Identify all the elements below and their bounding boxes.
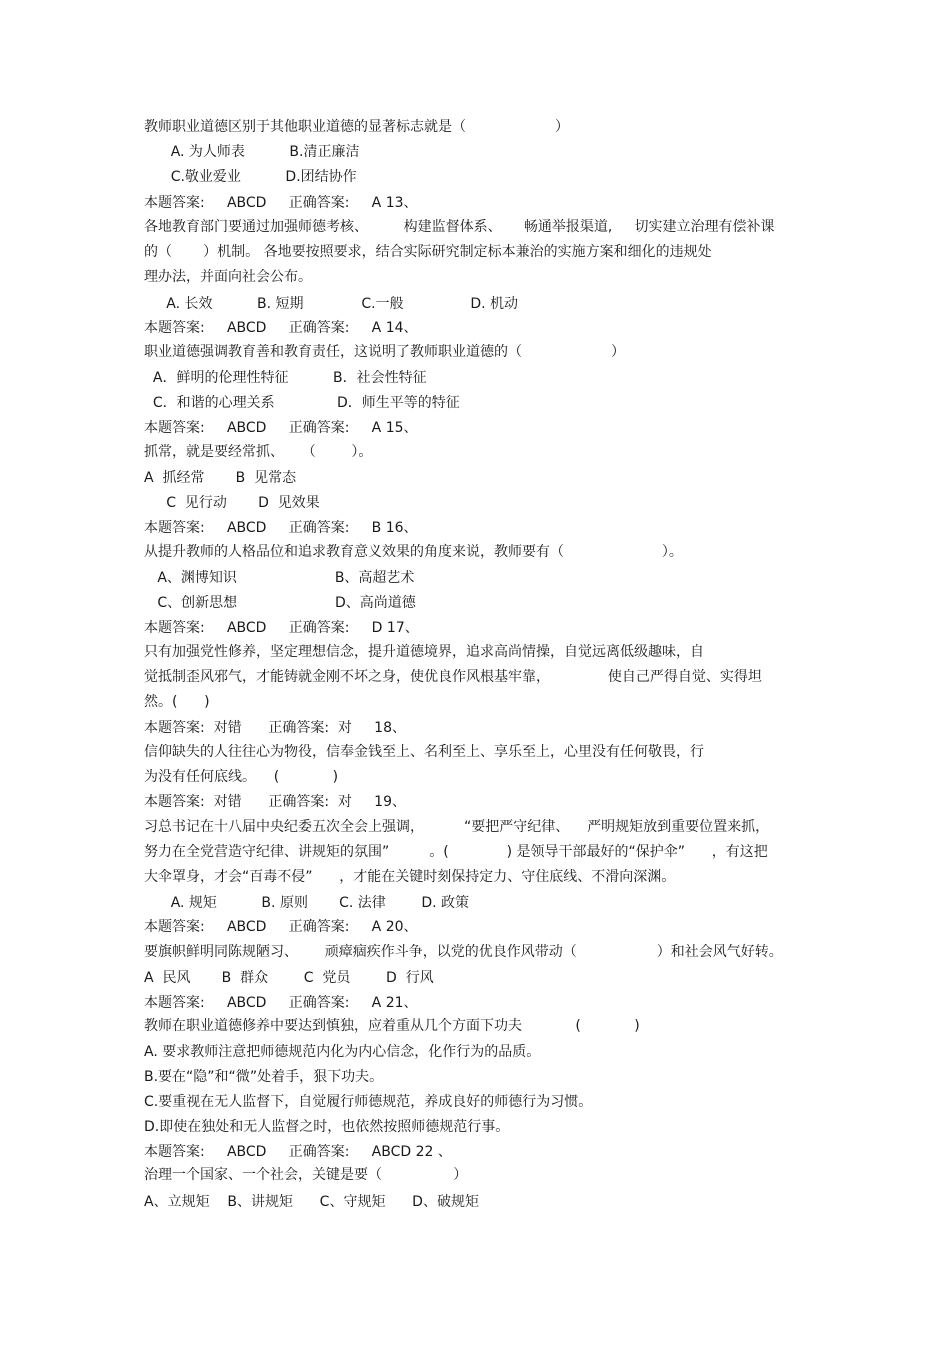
text-line: 的（ ）机制。 各地要按照要求，结合实际研究制定标本兼治的实施方案和细化的违规处 xyxy=(144,244,712,260)
text-line: 要旗帜鲜明同陈规陋习、 顽瘴痼疾作斗争，以党的优良作风带动（ ）和社会风气好转。 xyxy=(144,944,783,960)
text-line: A．鲜明的伦理性特征 B．社会性特征 xyxy=(144,370,427,386)
text-line: 治理一个国家、一个社会，关键是要（ ） xyxy=(144,1167,468,1183)
text-line: C、创新思想 D、高尚道德 xyxy=(144,595,416,611)
text-line: 抓常，就是要经常抓、 （ ）。 xyxy=(144,444,373,460)
text-line: A. 规矩 B. 原则 C. 法律 D. 政策 xyxy=(144,895,470,911)
text-line: 本题答案: ABCD 正确答案: ABCD 22 、 xyxy=(144,1144,452,1160)
text-line: 然。( ) xyxy=(144,694,210,710)
text-line: C．和谐的心理关系 D．师生平等的特征 xyxy=(144,395,460,411)
text-line: 从提升教师的人格品位和追求教育意义效果的角度来说，教师要有（ ）。 xyxy=(144,544,683,560)
text-line: 本题答案: ABCD 正确答案: A 15、 xyxy=(144,420,418,436)
text-line: 努力在全党营造守纪律、讲规矩的氛围” 。( ) 是领导干部最好的“保护伞” ，有这把 xyxy=(144,844,768,860)
text-line: 觉抵制歪风邪气，才能铸就金刚不坏之身，使优良作风根基牢靠， 使自己严得自觉、实得坦 xyxy=(144,669,762,685)
text-line: 本题答案: ABCD 正确答案: A 13、 xyxy=(144,195,418,211)
text-line: C.敬业爱业 D.团结协作 xyxy=(144,169,357,185)
text-line: A 抓经常 B 见常态 xyxy=(144,470,297,486)
text-line: A 民风 B 群众 C 党员 D 行风 xyxy=(144,970,434,986)
text-line: A. 长效 B. 短期 C.一般 D. 机动 xyxy=(144,296,519,312)
text-line: 本题答案: 对错 正确答案: 对 19、 xyxy=(144,794,407,810)
text-line: 为没有任何底线。 ( ) xyxy=(144,769,339,785)
text-line: 教师职业道德区别于其他职业道德的显著标志就是（ ） xyxy=(144,119,570,135)
text-line: 职业道德强调教育善和教育责任，这说明了教师职业道德的（ ） xyxy=(144,344,626,360)
text-line: 各地教育部门要通过加强师德考核、 构建监督体系、 畅通举报渠道, 切实建立治理有偿补课 xyxy=(144,219,775,235)
text-line: 大伞罩身，才会“百毒不侵” ，才能在关键时刻保持定力、守住底线、不滑向深渊。 xyxy=(144,869,676,885)
text-line: 习总书记在十八届中央纪委五次全会上强调， “要把严守纪律、 严明规矩放到重要位置来抓， xyxy=(144,819,770,835)
text-line: 本题答案: ABCD 正确答案: A 20、 xyxy=(144,919,418,935)
text-line: B.要在“隐”和“微”处着手，狠下功夫。 xyxy=(144,1069,384,1085)
text-line: C 见行动 D 见效果 xyxy=(144,495,320,511)
text-line: A、渊博知识 B、高超艺术 xyxy=(144,570,415,586)
text-line: 理办法，并面向社会公布。 xyxy=(144,269,312,285)
text-line: 信仰缺失的人往往心为物役，信奉金钱至上、名利至上、享乐至上，心里没有任何敬畏，行 xyxy=(144,744,704,760)
text-line: 只有加强党性修养，坚定理想信念，提升道德境界，追求高尚情操，自觉远离低级趣味，自 xyxy=(144,644,704,660)
text-line: 本题答案: ABCD 正确答案: D 17、 xyxy=(144,620,419,636)
text-line: 教师在职业道德修养中要达到慎独，应着重从几个方面下功夫 ( ) xyxy=(144,1018,640,1034)
text-line: 本题答案: ABCD 正确答案: A 21、 xyxy=(144,995,418,1011)
text-line: 本题答案: ABCD 正确答案: A 14、 xyxy=(144,320,418,336)
text-line: A. 为人师表 B.清正廉洁 xyxy=(144,144,360,160)
text-line: D.即使在独处和无人监督之时，也依然按照师德规范行事。 xyxy=(144,1119,510,1135)
text-line: 本题答案: ABCD 正确答案: B 16、 xyxy=(144,520,418,536)
text-line: C.要重视在无人监督下，自觉履行师德规范，养成良好的师德行为习惯。 xyxy=(144,1094,593,1110)
text-line: A. 要求教师注意把师德规范内化为内心信念，化作行为的品质。 xyxy=(144,1044,541,1060)
text-line: A、立规矩 B、讲规矩 C、守规矩 D、破规矩 xyxy=(144,1194,479,1210)
text-line: 本题答案: 对错 正确答案: 对 18、 xyxy=(144,720,407,736)
